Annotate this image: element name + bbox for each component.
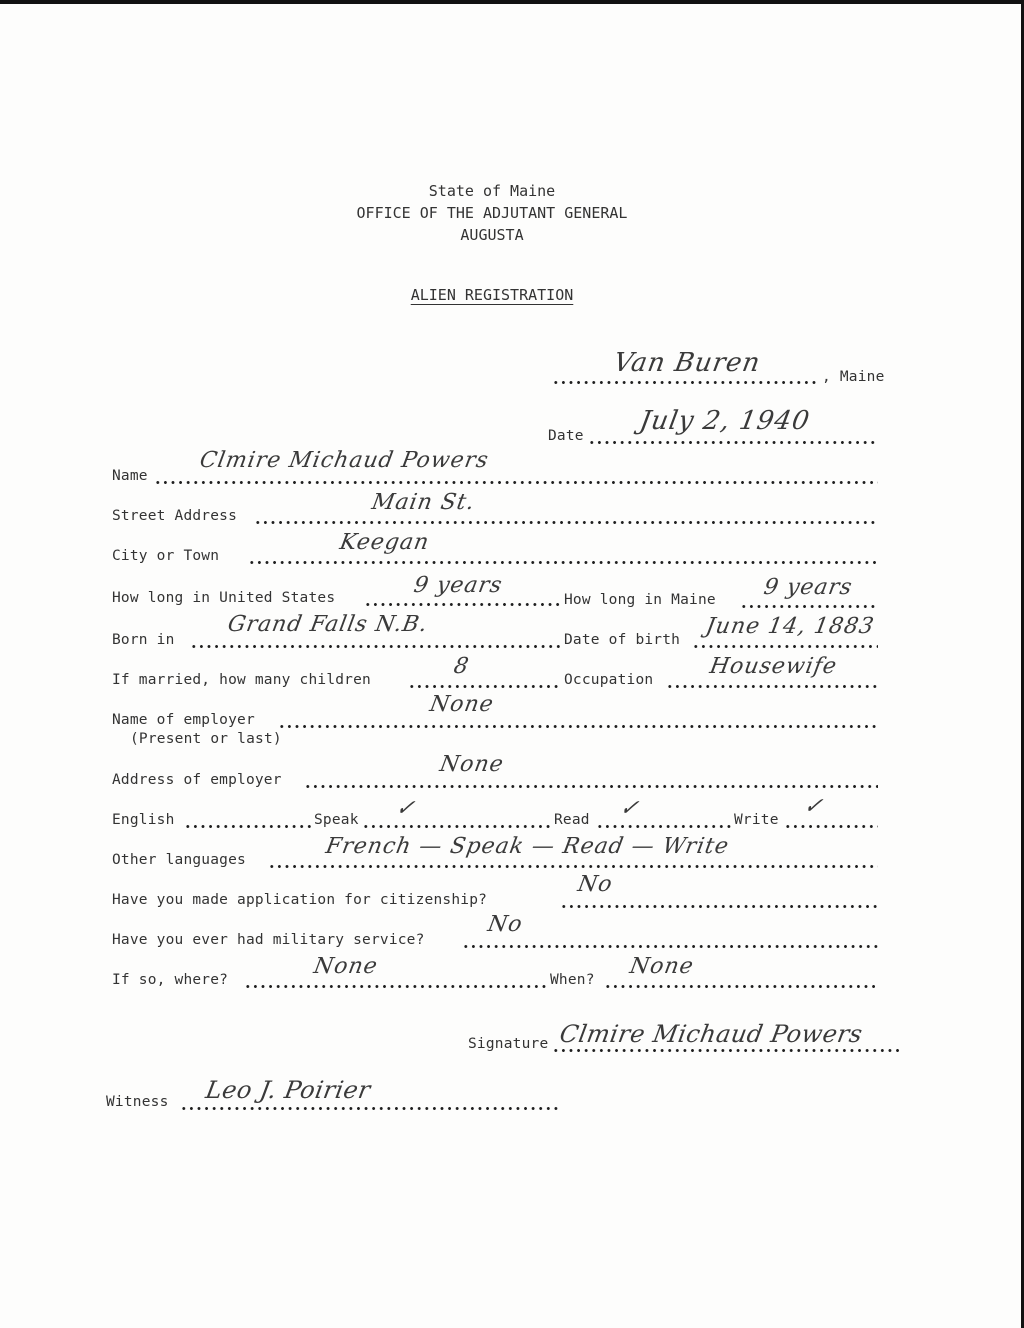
us-duration-value: 9 years: [411, 573, 505, 598]
read-label: Read: [554, 812, 590, 828]
other-languages-dotted-line: [268, 865, 878, 868]
place-dotted-line: [552, 381, 820, 384]
employer-sublabel: (Present or last): [130, 731, 282, 747]
date-value: July 2, 1940: [637, 406, 813, 436]
when-dotted-line: [604, 985, 878, 988]
other-languages-value: French — Speak — Read — Write: [323, 834, 732, 859]
occupation-value: Housewife: [707, 654, 840, 679]
write-dotted-line: [784, 825, 878, 828]
birth-date-label: Date of birth: [564, 632, 681, 648]
born-label: Born in: [112, 632, 175, 648]
military-label: Have you ever had military service?: [112, 932, 425, 948]
header-state: State of Maine: [428, 182, 556, 200]
when-value: None: [627, 954, 696, 979]
military-value: No: [485, 912, 525, 937]
born-value: Grand Falls N.B.: [225, 612, 430, 637]
where-value: None: [311, 954, 380, 979]
occupation-label: Occupation: [564, 672, 654, 688]
children-value: 8: [451, 654, 472, 679]
speak-dotted-line: [362, 825, 552, 828]
witness-value: Leo J. Poirier: [203, 1076, 373, 1104]
city-value: Keegan: [337, 530, 432, 555]
birth-date-dotted-line: [692, 645, 878, 648]
born-dotted-line: [190, 645, 560, 648]
maine-duration-value: 9 years: [761, 575, 855, 600]
place-suffix: , Maine: [822, 369, 885, 385]
maine-duration-dotted-line: [740, 605, 878, 608]
employer-address-dotted-line: [304, 785, 878, 788]
name-label: Name: [112, 468, 148, 484]
date-dotted-line: [588, 441, 878, 444]
military-dotted-line: [462, 945, 878, 948]
where-label: If so, where?: [112, 972, 229, 988]
header-city: AUGUSTA: [460, 226, 524, 244]
read-value: ✓: [617, 796, 642, 821]
when-label: When?: [550, 972, 595, 988]
signature-dotted-line: [552, 1049, 902, 1052]
witness-label: Witness: [106, 1094, 169, 1110]
employer-label: Name of employer: [112, 712, 255, 728]
other-languages-label: Other languages: [112, 852, 246, 868]
signature-value: Clmire Michaud Powers: [557, 1020, 865, 1048]
place-value: Van Buren: [611, 348, 763, 378]
us-duration-label: How long in United States: [112, 590, 336, 606]
citizenship-value: No: [575, 872, 615, 897]
city-dotted-line: [248, 561, 878, 564]
us-duration-dotted-line: [364, 603, 560, 606]
witness-dotted-line: [180, 1107, 560, 1110]
employer-value: None: [427, 692, 496, 717]
speak-label: Speak: [314, 812, 359, 828]
scan-border-top: [0, 0, 1024, 4]
name-value: Clmire Michaud Powers: [197, 448, 491, 473]
read-dotted-line: [596, 825, 732, 828]
name-dotted-line: [154, 481, 878, 484]
date-label: Date: [548, 428, 584, 444]
children-label: If married, how many children: [112, 672, 371, 688]
maine-duration-label: How long in Maine: [564, 592, 716, 608]
write-value: ✓: [801, 794, 826, 819]
city-label: City or Town: [112, 548, 220, 564]
children-dotted-line: [408, 685, 560, 688]
street-dotted-line: [254, 521, 878, 524]
where-dotted-line: [244, 985, 550, 988]
citizenship-label: Have you made application for citizenship?: [112, 892, 488, 908]
employer-address-value: None: [437, 752, 506, 777]
write-label: Write: [734, 812, 779, 828]
birth-date-value: June 14, 1883: [703, 614, 877, 639]
header-office: OFFICE OF THE ADJUTANT GENERAL: [356, 204, 628, 222]
street-value: Main St.: [369, 490, 477, 515]
form-title: ALIEN REGISTRATION: [410, 286, 574, 304]
english-label: English: [112, 812, 175, 828]
employer-dotted-line: [278, 725, 878, 728]
citizenship-dotted-line: [560, 905, 878, 908]
english-dotted-line: [184, 825, 312, 828]
signature-label: Signature: [468, 1036, 549, 1052]
speak-value: ✓: [393, 796, 418, 821]
street-label: Street Address: [112, 508, 238, 524]
employer-address-label: Address of employer: [112, 772, 282, 788]
occupation-dotted-line: [666, 685, 878, 688]
